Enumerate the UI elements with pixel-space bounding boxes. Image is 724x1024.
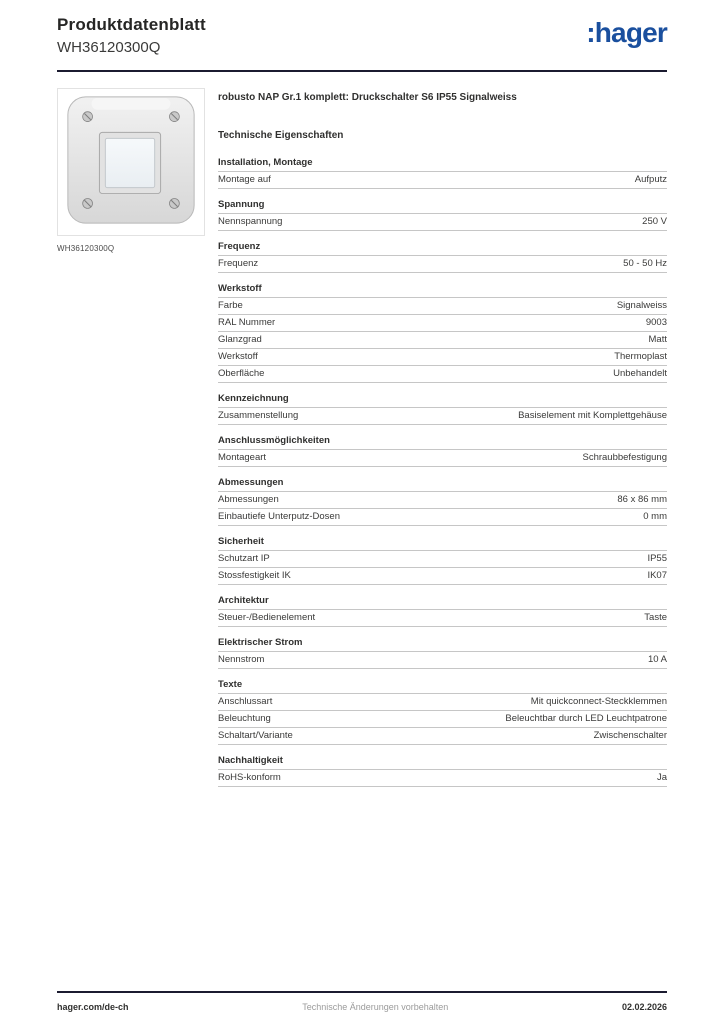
spec-row [218,509,667,526]
spec-row [218,298,667,315]
spec-row [218,694,667,711]
footer-disclaimer: Technische Änderungen vorbehalten [302,1002,449,1012]
spec-label: Einbautiefe Unterputz-Dosen [218,511,340,522]
spec-section-title: Elektrischer Strom [218,636,667,652]
spec-section [218,392,667,425]
specs-heading: Technische Eigenschaften [218,130,344,141]
spec-row [218,450,667,467]
spec-row [218,728,667,745]
spec-section [218,754,667,787]
footer-website-link[interactable]: hager.com/de-ch [57,1002,129,1012]
spec-section [218,535,667,585]
spec-value: 9003 [645,317,667,328]
spec-section [218,594,667,627]
page-header [57,15,667,69]
spec-row [218,610,667,627]
page-footer [57,991,667,1012]
spec-row [218,256,667,273]
spec-section-title: Frequenz [218,240,667,256]
spec-label: Schutzart IP [218,553,270,564]
hager-logo: :hager [586,17,667,48]
spec-section [218,434,667,467]
spec-label: Farbe [218,300,243,311]
page-title: Produktdatenblatt [57,15,206,34]
spec-value: 10 A [647,654,667,665]
header-divider [57,70,667,72]
spec-label: Schaltart/Variante [218,730,293,741]
spec-label: Nennstrom [218,654,265,665]
product-image-column [57,88,205,796]
spec-value: Basiselement mit Komplettgehäuse [518,410,667,421]
product-id: WH36120300Q [57,39,161,56]
spec-section [218,240,667,273]
spec-section-title: Architektur [218,594,667,610]
spec-value: Beleuchtbar durch LED Leuchtpatrone [505,713,667,724]
spec-section-title: Sicherheit [218,535,667,551]
spec-value: 86 x 86 mm [617,494,667,505]
product-title: robusto NAP Gr.1 komplett: Druckschalter S6 IP55 Signalweiss [218,92,517,103]
spec-value: Matt [648,334,667,345]
spec-section [218,282,667,383]
spec-label: Frequenz [218,258,259,269]
spec-row [218,770,667,787]
spec-value: Ja [656,772,667,783]
spec-section-title: Spannung [218,198,667,214]
spec-label: Nennspannung [218,216,283,227]
spec-row [218,332,667,349]
main-content [57,88,667,796]
spec-row [218,711,667,728]
spec-value: IP55 [647,553,667,564]
product-image-caption: WH36120300Q [57,244,115,253]
spec-value: 50 - 50 Hz [623,258,667,269]
spec-label: Zusammenstellung [218,410,299,421]
spec-value: Mit quickconnect-Steckklemmen [530,696,667,707]
spec-section-title: Anschlussmöglichkeiten [218,434,667,450]
spec-value: IK07 [647,570,667,581]
spec-value: Signalweiss [616,300,667,311]
spec-section [218,636,667,669]
spec-value: 250 V [642,216,667,227]
spec-row [218,366,667,383]
spec-row [218,214,667,231]
spec-label: RoHS-konform [218,772,281,783]
spec-section-title: Kennzeichnung [218,392,667,408]
spec-label: Steuer-/Bedienelement [218,612,316,623]
spec-label: Anschlussart [218,696,273,707]
spec-label: Stossfestigkeit IK [218,570,291,581]
spec-section [218,678,667,745]
spec-value: Aufputz [634,174,667,185]
spec-column [218,88,667,796]
spec-label: RAL Nummer [218,317,276,328]
spec-label: Beleuchtung [218,713,271,724]
spec-row [218,408,667,425]
spec-value: Thermoplast [614,351,667,362]
spec-sections [218,156,667,787]
spec-label: Oberfläche [218,368,265,379]
spec-value: Schraubbefestigung [582,452,667,463]
spec-section [218,476,667,526]
spec-section-title: Nachhaltigkeit [218,754,667,770]
spec-label: Montage auf [218,174,271,185]
spec-value: 0 mm [643,511,667,522]
spec-row [218,349,667,366]
spec-value: Taste [644,612,667,623]
spec-label: Abmessungen [218,494,279,505]
spec-value: Unbehandelt [613,368,667,379]
spec-section-title: Installation, Montage [218,156,667,172]
spec-section-title: Werkstoff [218,282,667,298]
spec-row [218,551,667,568]
spec-row [218,492,667,509]
product-illustration [58,89,204,235]
product-image [57,88,205,236]
spec-row [218,652,667,669]
spec-section [218,198,667,231]
spec-value: Zwischenschalter [593,730,667,741]
footer-date: 02.02.2026 [621,1002,667,1012]
spec-label: Montageart [218,452,267,463]
spec-label: Werkstoff [218,351,258,362]
spec-row [218,315,667,332]
spec-section [218,156,667,189]
spec-row [218,172,667,189]
spec-section-title: Abmessungen [218,476,667,492]
spec-label: Glanzgrad [218,334,262,345]
spec-row [218,568,667,585]
spec-section-title: Texte [218,678,667,694]
